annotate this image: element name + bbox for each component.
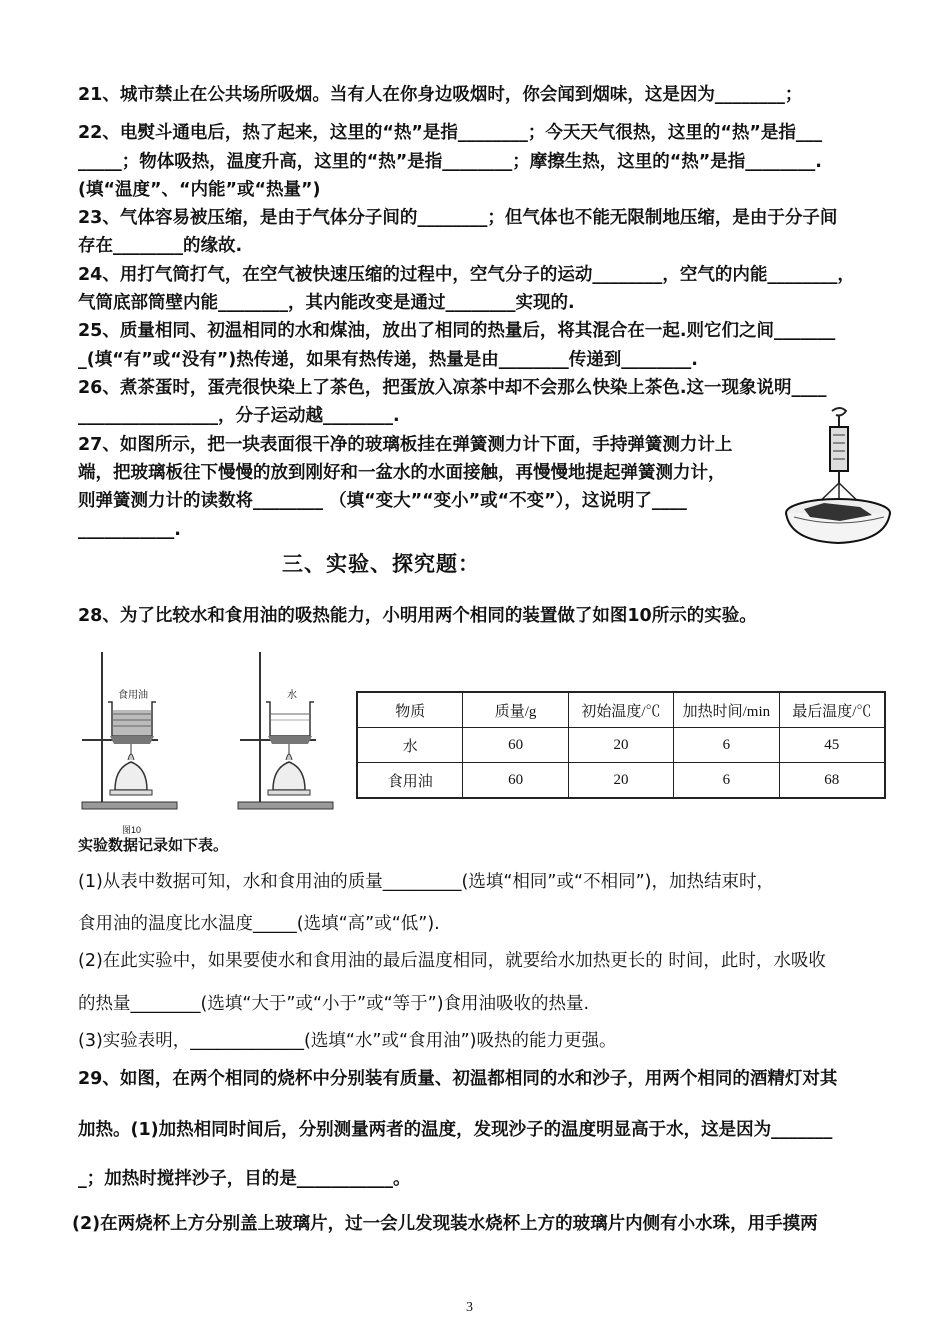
data-table	[356, 691, 886, 799]
q22-line-1: 22、电熨斗通电后，热了起来，这里的“热”是指________；今天天气很热，这里的“热”是指___	[78, 123, 823, 143]
q24-line-2: 气筒底部筒壁内能________，其内能改变是通过________实现的.	[78, 293, 575, 313]
apparatus-oil	[82, 652, 177, 809]
q26-line-1: 26、煮茶蛋时，蛋壳很快染上了茶色，把蛋放入凉茶中却不会那么快染上茶色.这一现象说明____	[78, 378, 827, 398]
q29-line-2: 加热。(1)加热相同时间后，分别测量两者的温度，发现沙子的温度明显高于水，这是因为_______	[78, 1120, 833, 1140]
q28-part3: (3)实验表明，_____________(选填“水”或“食用油”)吸热的能力更强。	[78, 1031, 617, 1051]
table-cell: 食用油	[357, 763, 463, 799]
table-header-row	[357, 692, 885, 728]
q21-line: 21、城市禁止在公共场所吸烟。当有人在你身边吸烟时，你会闻到烟味，这是因为________；	[78, 85, 803, 105]
q26-line-2: ________________，分子运动越________.	[78, 406, 400, 426]
q28-part2-line2: 的热量________(选填“大于”或“小于”或“等于”)食用油吸收的热量.	[78, 994, 590, 1014]
q29-line-1: 29、如图，在两个相同的烧杯中分别装有质量、初温都相同的水和沙子，用两个相同的酒精灯对其	[78, 1069, 838, 1089]
section-heading: 三、实验、探究题：	[282, 552, 480, 576]
q23-line-2: 存在________的缘故.	[78, 236, 243, 256]
q22-line-3: (填“温度”、“内能”或“热量”)	[78, 180, 321, 200]
table-cell: 20	[568, 728, 673, 763]
page-number: 3	[466, 1300, 473, 1315]
spring-balance-figure	[780, 405, 900, 550]
q29-line-4: (2)在两烧杯上方分别盖上玻璃片，过一会儿发现装水烧杯上方的玻璃片内侧有小水珠，用手摸两	[72, 1214, 818, 1234]
q25-line-1: 25、质量相同、初温相同的水和煤油，放出了相同的热量后，将其混合在一起.则它们之间_______	[78, 321, 836, 341]
q28-table-note: 实验数据记录如下表。	[78, 836, 229, 854]
table-header-cell: 加热时间/min	[674, 692, 779, 728]
q28-intro: 28、为了比较水和食用油的吸热能力，小明用两个相同的装置做了如图10所示的实验。	[78, 606, 757, 626]
q28-part2-line1: (2)在此实验中，如果要使水和食用油的最后温度相同，就要给水加热更长的 时间，此时，水吸收	[78, 951, 826, 971]
table-header-cell: 质量/g	[463, 692, 568, 728]
table-cell: 68	[779, 763, 885, 799]
label-oil: 食用油	[118, 690, 148, 701]
q28-part1-line2: 食用油的温度比水温度_____(选填“高”或“低”).	[78, 914, 440, 934]
label-water: 水	[287, 690, 297, 701]
figure-10-apparatus	[80, 650, 350, 820]
table-header-cell: 物质	[357, 692, 463, 728]
table-cell: 水	[357, 728, 463, 763]
table-cell: 60	[463, 728, 568, 763]
table-row	[357, 763, 885, 799]
q24-line-1: 24、用打气筒打气，在空气被快速压缩的过程中，空气分子的运动________，空气的内能________，	[78, 265, 855, 285]
table-cell: 45	[779, 728, 885, 763]
q27-line-4: ___________.	[78, 520, 181, 540]
table-header-cell: 初始温度/℃	[568, 692, 673, 728]
figure-caption: 图10	[122, 825, 142, 835]
q27-line-3: 则弹簧测力计的读数将________ （填“变大”“变小”或“不变”），这说明了____	[78, 491, 687, 511]
table-cell: 6	[674, 763, 779, 799]
table-cell: 20	[568, 763, 673, 799]
q23-line-1: 23、气体容易被压缩，是由于气体分子间的________；但气体也不能无限制地压缩，是由于分子间	[78, 208, 838, 228]
table-header-cell: 最后温度/℃	[779, 692, 885, 728]
q29-line-3: _；加热时搅拌沙子，目的是___________。	[78, 1169, 411, 1189]
q25-line-2: _(填“有”或“没有”)热传递，如果有热传递，热量是由________传递到________.	[78, 350, 698, 370]
table-cell: 60	[463, 763, 568, 799]
table-cell: 6	[674, 728, 779, 763]
q22-line-2: _____；物体吸热，温度升高，这里的“热”是指________；摩擦生热，这里的“热”是指________.	[78, 152, 822, 172]
table-row	[357, 728, 885, 763]
apparatus-water	[238, 652, 333, 809]
q28-part1-line1: (1)从表中数据可知，水和食用油的质量_________(选填“相同”或“不相同”)，加热结束时，	[78, 872, 774, 892]
q27-line-1: 27、如图所示，把一块表面很干净的玻璃板挂在弹簧测力计下面，手持弹簧测力计上	[78, 435, 733, 455]
q27-line-2: 端，把玻璃板往下慢慢的放到刚好和一盆水的水面接触，再慢慢地提起弹簧测力计，	[78, 463, 726, 483]
